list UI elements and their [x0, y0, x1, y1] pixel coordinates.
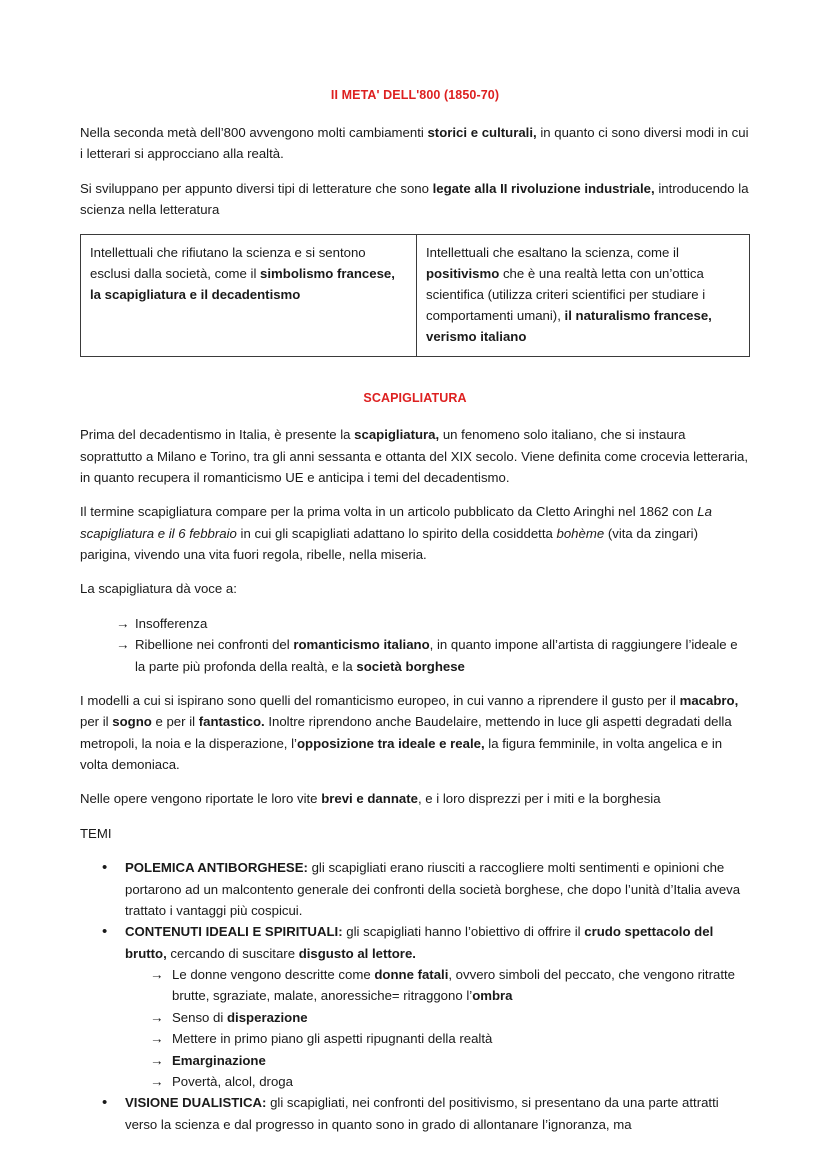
page-title: II META' DELL'800 (1850-70) — [330, 88, 500, 102]
paragraph: La scapigliatura dà voce a: — [80, 581, 237, 597]
bold-run: crudo spettacolo del brutto, — [125, 924, 714, 961]
sub-list-item: → Mettere in primo piano gli aspetti ripugnanti della realtà — [125, 1028, 750, 1049]
arrow-icon: → — [116, 637, 130, 653]
bullet-icon: • — [102, 923, 108, 941]
bold-run: macabro, — [679, 692, 739, 708]
table-row — [81, 234, 750, 357]
table-cell-esaltano: Intellettuali che esaltano la scienza, come il positivismo che è una realtà letta con un’ottica scientifica (utilizza criteri scientifici per studiare i comportamenti umani), il naturalismo francese, verismo italiano — [417, 234, 750, 357]
bold-run: disperazione — [227, 1009, 308, 1025]
paragraph: Nelle opere vengono riportate le loro vite brevi e dannate, e i loro disprezzi per i miti e la borghesia — [80, 791, 661, 807]
table-cell-rifiutano: Intellettuali che rifiutano la scienza e si sentono esclusi dalla società, come il simbolismo francese, la scapigliatura e il decadentismo — [81, 234, 417, 357]
sub-list-item — [125, 1050, 750, 1071]
section-title-scapigliatura: SCAPIGLIATURA — [363, 391, 467, 406]
bold-run: il naturalismo francese, verismo italiano — [426, 307, 712, 344]
bullet-icon: • — [102, 1094, 108, 1112]
italic-run: bohème — [556, 525, 605, 541]
paragraph: Si sviluppano per appunto diversi tipi di letterature che sono legate alla II rivoluzione industriale, introducendo la scienza nella letteratura — [80, 180, 749, 218]
paragraph: Il termine scapigliatura compare per la prima volta in un articolo pubblicato da Cletto Aringhi nel 1862 con La scapigliatura e il 6 febbraio in cui gli scapigliati adattano lo spirito della cosiddetta bohème (vita da zingari) parigina, vivendo una vita fuori regola, ribelle, nella miseria. — [80, 504, 712, 562]
sub-list-item: → Le donne vengono descritte come donne fatali, ovvero simboli del peccato, che vengono ritratte brutte, sgraziate, malate, anoressiche= ritraggono l’ombra — [125, 964, 750, 1007]
arrow-icon: → — [116, 615, 130, 631]
bold-run: legate alla II rivoluzione industriale, — [432, 180, 655, 196]
paragraph: Nella seconda metà dell’800 avvengono molti cambiamenti storici e culturali, in quanto ci sono diversi modi in cui i letterari si approcciano alla realtà. — [80, 125, 749, 162]
paragraph: I modelli a cui si ispirano sono quelli del romanticismo europeo, in cui vanno a riprendere il gusto per il macabro, per il sogno e per il fantastico. Inoltre riprendono anche Baudelaire, mettendo in luce gli aspetti degradati della metropoli, la noia e la disperazione, l’opposizione tra ideale e reale, la figura femminile, in volta angelica e in volta demoniaca. — [80, 692, 739, 772]
bold-run: CONTENUTI IDEALI E SPIRITUALI: — [125, 924, 343, 940]
bold-run: sogno — [112, 714, 152, 730]
bold-run: romanticismo italiano — [293, 637, 430, 653]
comparison-table — [80, 234, 750, 358]
arrow-icon: → — [150, 967, 164, 982]
bold-run: disgusto al lettore. — [298, 945, 416, 961]
bold-run: ombra — [472, 988, 513, 1004]
bold-run: simbolismo francese, la scapigliatura e il decadentismo — [90, 265, 395, 302]
bold-run: scapigliatura, — [354, 427, 440, 443]
list-item: • POLEMICA ANTIBORGHESE: gli scapigliati erano riusciti a raccogliere molti sentimenti e opinioni che portarono ad un malcontento generale dei confronti della società borghese, che dopo l’unità d’Italia aveva trattato i vantaggi più cospicui. — [102, 859, 741, 918]
arrow-icon: → — [150, 1009, 164, 1025]
sub-list-item: → Povertà, alcol, droga — [125, 1071, 750, 1092]
sub-list-item: → Senso di disperazione — [125, 1007, 750, 1028]
bold-run: opposizione tra ideale e reale, — [296, 735, 485, 751]
bold-run: brevi e dannate — [321, 791, 418, 807]
bold-run: fantastico. — [198, 714, 265, 730]
bold-run: storici e culturali, — [427, 125, 537, 140]
bullet-icon: • — [102, 859, 108, 877]
intro-paragraphs — [80, 122, 750, 221]
temi-list — [80, 857, 750, 1135]
paragraph: Prima del decadentismo in Italia, è presente la scapigliatura, un fenomeno solo italiano, che si instaura soprattutto a Milano e Torino, tra gli anni sessanta e ottanta del XIX secolo. Viene definita come crocevia letteraria, in quanto recupera il romanticismo UE e anticipa i temi del decadentismo. — [80, 427, 749, 485]
temi-label: TEMI — [80, 825, 112, 841]
sub-list — [125, 964, 750, 1092]
bold-run: positivismo — [426, 265, 500, 281]
italic-run: La scapigliatura e il 6 febbraio — [80, 504, 712, 541]
list-item: • CONTENUTI IDEALI E SPIRITUALI: gli scapigliati hanno l’obiettivo di offrire il crudo spettacolo del brutto, cercando di suscitare disgusto al lettore. → Le donne vengono descritte come donne fatali, ovvero simboli del peccato, che vengono ritratte brutte, sgraziate, malate, anoressiche= ritraggono l’ombra → Senso di disperazione → Mettere in primo piano gli aspetti ripugnanti della realtà → Emarginazione → Povertà, alcol, droga — [80, 921, 750, 1092]
bold-run: donne fatali — [374, 967, 449, 982]
arrow-icon: → — [150, 1073, 164, 1089]
list-item: → Insofferenza — [80, 613, 750, 634]
arrow-icon: → — [150, 1052, 164, 1068]
list-item: → Ribellione nei confronti del romanticismo italiano, in quanto impone all’artista di raggiungere l’ideale e la parte più profonda della realtà, e la società borghese — [80, 634, 750, 677]
bold-run: VISIONE DUALISTICA: — [125, 1095, 267, 1111]
bold-run: Emarginazione — [172, 1052, 266, 1068]
list-item: • VISIONE DUALISTICA: gli scapigliati, nei confronti del positivismo, si presentano da una parte attratti verso la scienza e dal progresso in quanto sono in grado di allontanare l’ignoranza, ma — [102, 1094, 719, 1132]
voice-list — [80, 613, 750, 677]
arrow-icon: → — [150, 1031, 164, 1047]
bold-run: società borghese — [356, 658, 465, 674]
bold-run: POLEMICA ANTIBORGHESE: — [125, 860, 308, 876]
